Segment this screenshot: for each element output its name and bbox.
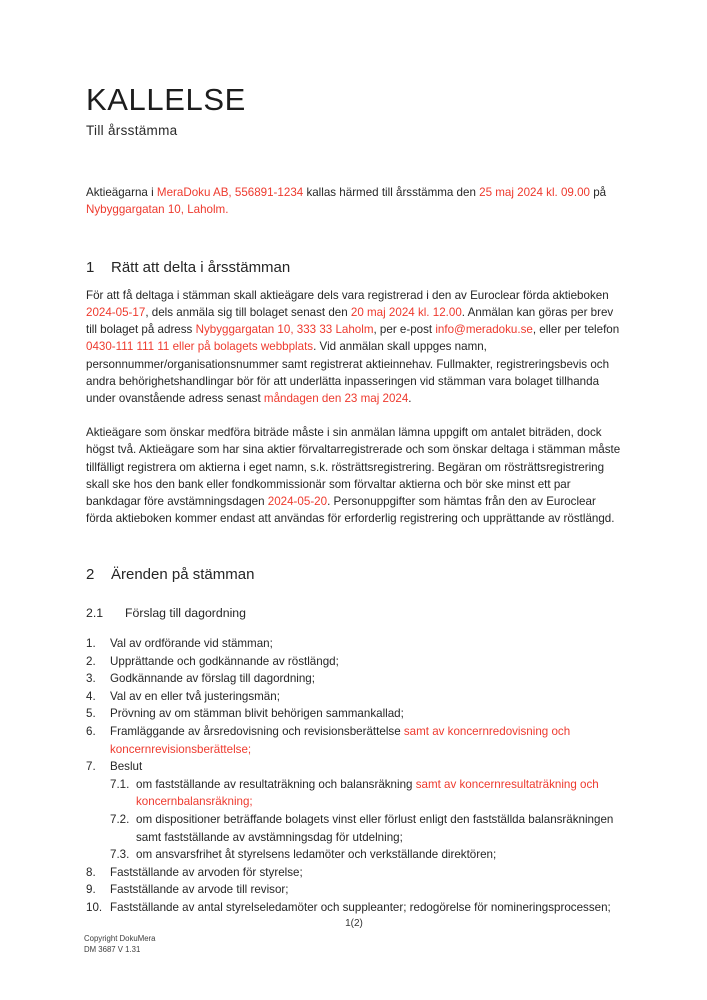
text-run: kallas härmed till årsstämma den — [303, 185, 480, 199]
section-1-paragraph-1 — [86, 287, 622, 407]
intro-paragraph — [86, 184, 622, 218]
section-1-heading — [86, 259, 622, 278]
agenda-item — [86, 881, 622, 899]
highlighted-text: 20 maj 2024 kl. 12.00 — [350, 305, 462, 319]
highlighted-text: MeraDoku AB, 556891-1234 — [156, 185, 304, 199]
agenda-item-number: 7.3. — [110, 848, 130, 862]
text-run: Upprättande och godkännande av röstlängd; — [110, 654, 339, 668]
highlighted-text: Nybyggargatan 10, Laholm. — [86, 202, 229, 216]
agenda-item — [86, 653, 622, 671]
agenda-item-text — [110, 899, 622, 917]
document-content — [86, 0, 622, 917]
text-run: Godkännande av förslag till dagordning; — [110, 672, 315, 686]
agenda-item-number: 3. — [86, 672, 96, 686]
text-run: Fastställande av arvode till revisor; — [110, 883, 289, 897]
highlighted-text: 0430-111 111 11 eller på bolagets webbplats — [86, 340, 314, 354]
section-title: Ärenden på stämman — [111, 566, 255, 584]
agenda-item-text — [110, 635, 622, 653]
subsection-title: Förslag till dagordning — [125, 606, 246, 621]
agenda-item — [86, 846, 622, 864]
text-run: Val av en eller två justeringsmän; — [110, 689, 280, 703]
agenda-item-text — [110, 723, 622, 758]
agenda-item-text — [110, 758, 622, 776]
agenda-item-number: 4. — [86, 689, 96, 703]
agenda-list — [86, 635, 622, 917]
section-title: Rätt att delta i årsstämman — [111, 258, 291, 276]
section-number: 2 — [86, 566, 95, 584]
text-run: Aktieägarna i — [86, 185, 157, 199]
agenda-item-number: 9. — [86, 883, 96, 897]
subsection-2-1-heading — [86, 606, 622, 622]
highlighted-text: samt av koncernresultaträkning och koncernbalansräkning; — [136, 777, 599, 809]
version-line: DM 3687 V 1.31 — [84, 944, 141, 954]
agenda-item-number: 6. — [86, 725, 96, 739]
agenda-item — [86, 811, 622, 846]
agenda-item-text — [136, 811, 622, 846]
text-run: Framläggande av årsredovisning och revisionsberättelse — [110, 725, 404, 739]
agenda-item-number: 1. — [86, 637, 96, 651]
agenda-item-number: 5. — [86, 707, 96, 721]
agenda-item-number: 10. — [86, 900, 103, 914]
text-run: , per e-post — [373, 323, 436, 337]
section-1-paragraph-2 — [86, 424, 622, 527]
text-run: . Anmälan kan göras per brev till bolaget på adress — [86, 305, 614, 337]
text-run: på — [590, 185, 607, 199]
document-title: KALLELSE — [86, 82, 246, 117]
agenda-item — [86, 776, 622, 811]
text-run: Fastställande av antal styrelseledamöter och suppleanter; redogörelse för nomineringsprocessen; — [110, 900, 611, 914]
copyright-block — [84, 934, 156, 956]
highlighted-text: info@meradoku.se — [435, 323, 533, 337]
highlighted-text: 2024-05-20 — [267, 494, 328, 508]
agenda-item — [86, 688, 622, 706]
agenda-item-text — [136, 846, 622, 864]
text-run: om dispositioner beträffande bolagets vinst eller förlust enligt den fastställda balansräkningen samt fastställande av avstämningsdag för utdelning; — [136, 813, 614, 844]
page-number: 1(2) — [345, 918, 363, 929]
agenda-item-number: 7. — [86, 760, 96, 774]
text-run: Aktieägare som önskar medföra biträde måste i sin anmälan lämna uppgift om antalet biträden, dock högst två. Aktieägare som har sina aktier förvaltarregistrerade och som önskar deltaga i stämman måste tillfälligt registrera om aktierna i eget namn, s.k. rösträttsregistrering. Begäran om rösträttsregistrering skall ske hos den bank eller fondkommissionär som förvaltar aktierna och bör ske minst ett par bankdagar före avstämningsdagen — [86, 426, 621, 508]
agenda-item-number: 2. — [86, 654, 96, 668]
agenda-item-number: 7.2. — [110, 813, 130, 827]
agenda-item-text — [110, 881, 622, 899]
agenda-item — [86, 758, 622, 776]
agenda-item-text — [110, 705, 622, 723]
text-run: Prövning av om stämman blivit behörigen sammankallad; — [110, 707, 404, 721]
text-run: om ansvarsfrihet åt styrelsens ledamöter och verkställande direktören; — [136, 848, 497, 862]
agenda-item-text — [110, 670, 622, 688]
agenda-item — [86, 864, 622, 882]
text-run: . Vid anmälan skall uppges namn, personnummer/organisationsnummer samt registrerat aktieinnehav. Fullmakter, registreringsbevis och andra behörighetshandlingar bör för att underlätta inpasseringen vid stämman vara bolaget tillhanda under ovanstående adress senast — [86, 340, 610, 405]
agenda-item-text — [110, 864, 622, 882]
subsection-number: 2.1 — [86, 606, 104, 621]
text-run: om fastställande av resultaträkning och balansräkning — [136, 777, 416, 791]
agenda-item — [86, 670, 622, 688]
section-2-heading — [86, 566, 622, 585]
copyright-line: Copyright DokuMera — [84, 934, 156, 943]
text-run: , dels anmäla sig till bolaget senast den — [145, 305, 351, 319]
text-run: För att få deltaga i stämman skall aktieägare dels vara registrerad i den av Euroclear förda aktieboken — [86, 288, 609, 302]
document-subtitle: Till årsstämma — [86, 122, 178, 138]
text-run: . — [408, 391, 412, 405]
text-run: Val av ordförande vid stämman; — [110, 637, 273, 651]
agenda-item-number: 7.1. — [110, 777, 130, 791]
highlighted-text: måndagen den 23 maj 2024 — [263, 391, 409, 405]
agenda-item-text — [110, 653, 622, 671]
agenda-item — [86, 899, 622, 917]
highlighted-text: 2024-05-17 — [86, 305, 146, 319]
text-run: . Personuppgifter som hämtas från den av Euroclear förda aktieboken kommer endast att användas för erforderlig registrering och upprättande av röstlängd. — [86, 494, 615, 526]
highlighted-text: samt av koncernredovisning och koncernrevisionsberättelse; — [110, 725, 571, 756]
agenda-item-text — [136, 776, 622, 811]
text-run: , eller per telefon — [532, 323, 620, 337]
agenda-item — [86, 705, 622, 723]
agenda-item — [86, 723, 622, 758]
text-run: Beslut — [110, 760, 143, 774]
agenda-item-text — [110, 688, 622, 706]
section-number: 1 — [86, 258, 95, 276]
highlighted-text: 25 maj 2024 kl. 09.00 — [479, 185, 590, 199]
agenda-item-number: 8. — [86, 865, 96, 879]
text-run: Fastställande av arvoden för styrelse; — [110, 865, 303, 879]
agenda-item — [86, 635, 622, 653]
highlighted-text: Nybyggargatan 10, 333 33 Laholm — [195, 323, 374, 337]
